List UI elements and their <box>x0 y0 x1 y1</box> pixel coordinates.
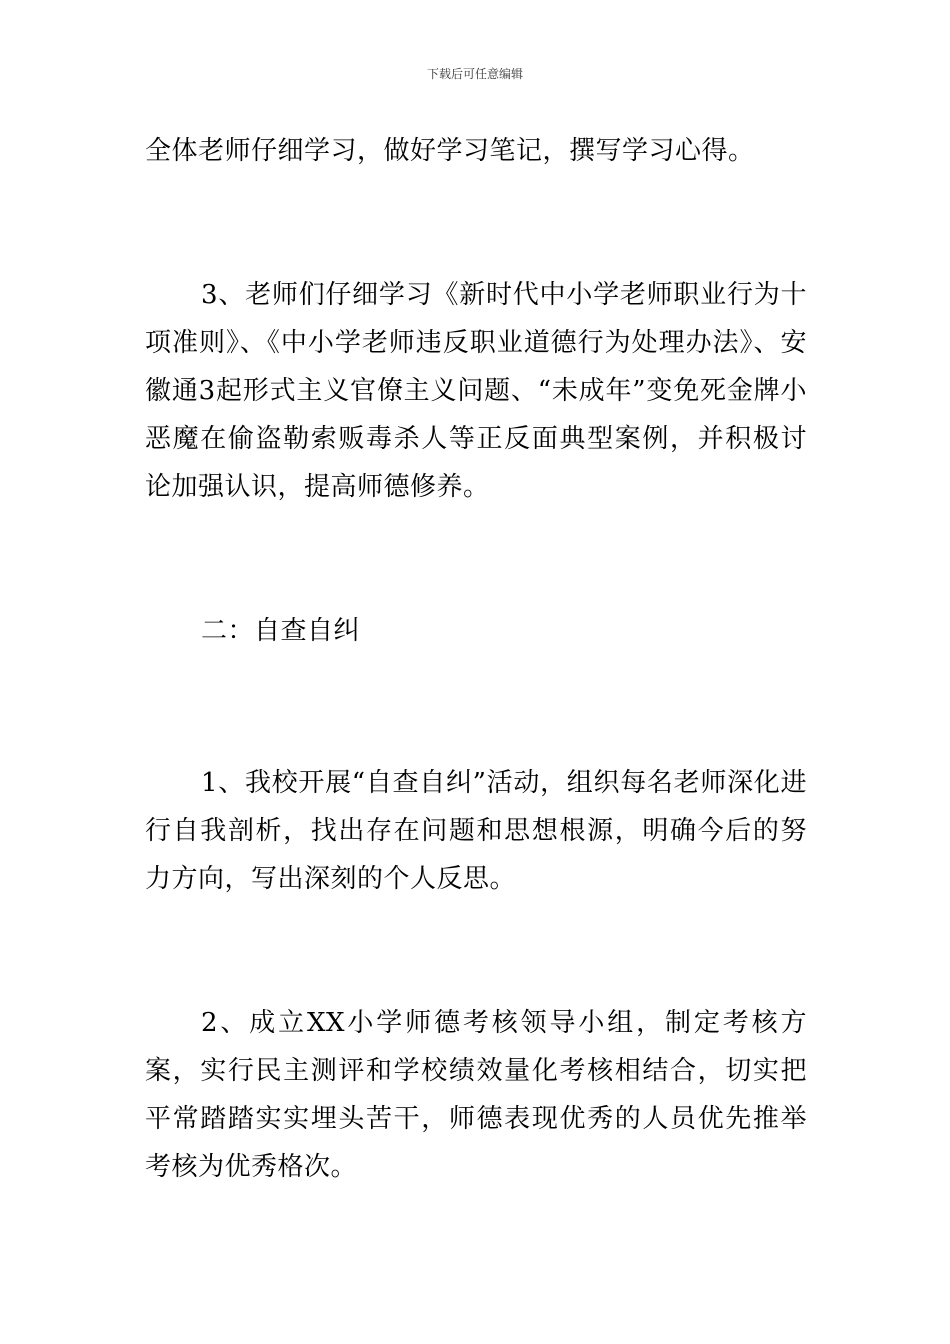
paragraph-item-2: 2、成立XX小学师德考核领导小组，制定考核方案，实行民主测评和学校绩效量化考核相结合，切实把平常踏踏实实埋头苦干，师德表现优秀的人员优先推举考核为优秀格次。 <box>145 1008 807 1182</box>
page-header: 下载后可任意编辑 <box>426 67 523 81</box>
paragraph-continuation: 全体老师仔细学习，做好学习笔记，撰写学习心得。 <box>145 136 755 166</box>
document-body <box>145 127 807 1191</box>
paragraph-item-3: 3、老师们仔细学习《新时代中小学老师职业行为十项准则》、《中小学老师违反职业道德行为处理办法》、安徽通3起形式主义官僚主义问题、“未成年”变免死金牌小恶魔在偷盗勒索贩毒杀人等正反面典型案例，并积极讨论加强认识，提高师德修养。 <box>145 280 807 502</box>
section-heading-self-check: 二：自查自纠 <box>201 616 361 646</box>
paragraph-item-1: 1、我校开展“自查自纠”活动，组织每名老师深化进行自我剖析，找出存在问题和思想根源，明确今后的努力方向，写出深刻的个人反思。 <box>145 768 807 894</box>
